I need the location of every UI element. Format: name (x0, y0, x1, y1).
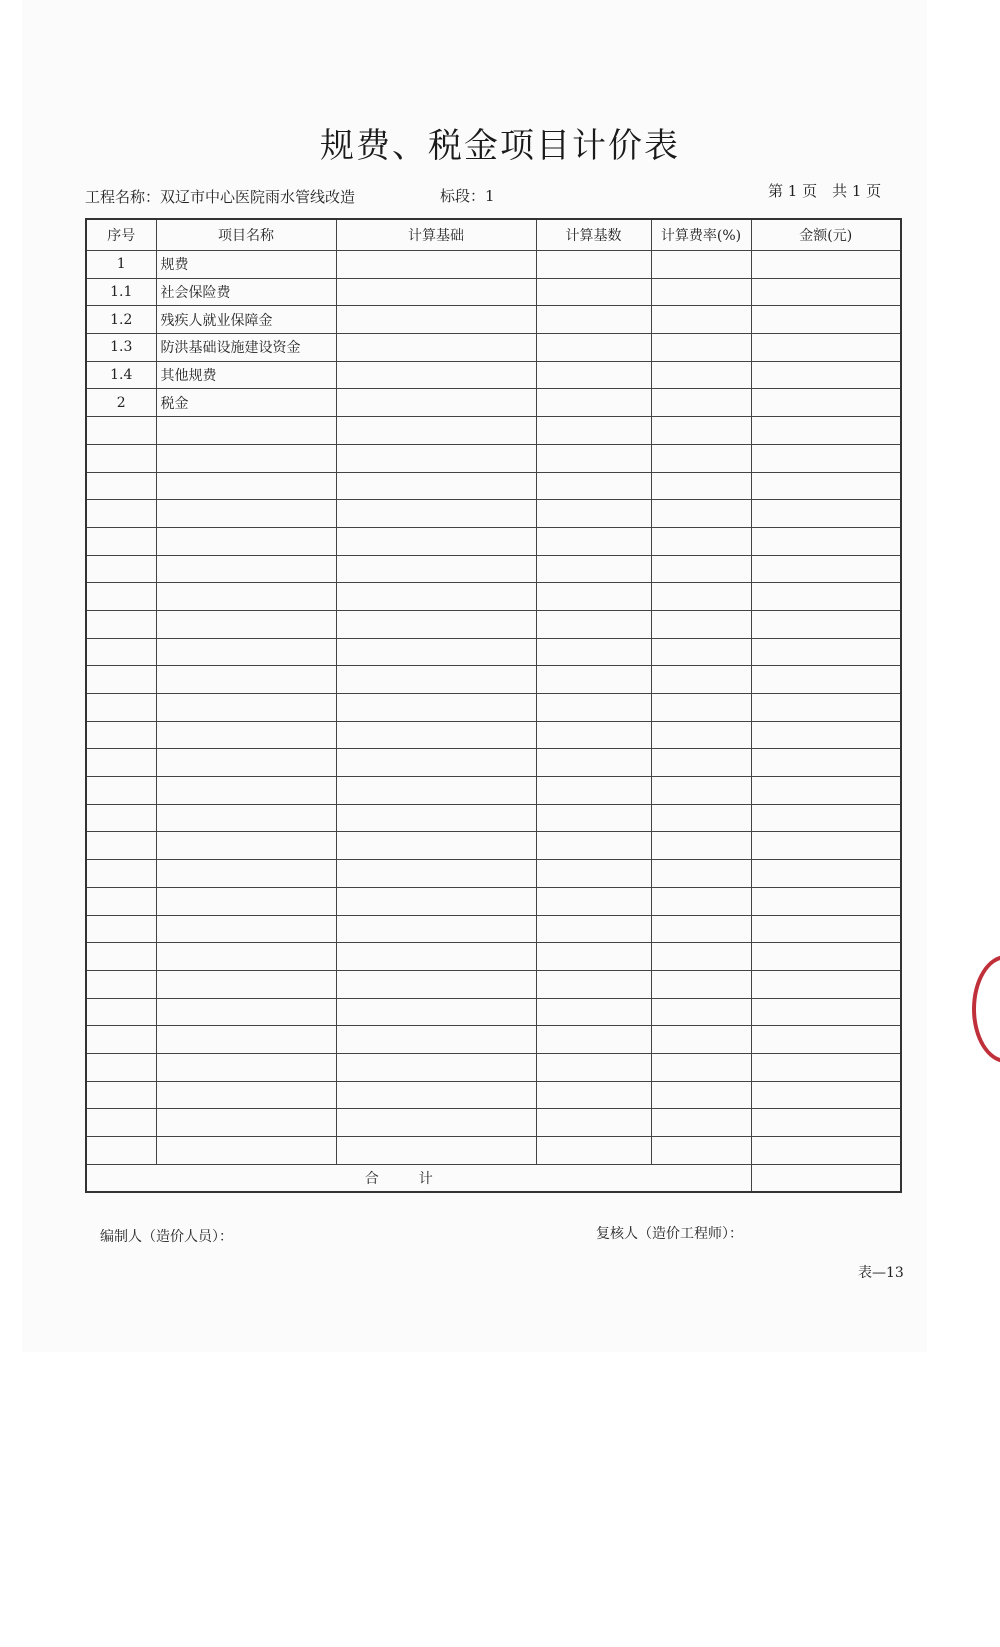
table-row (86, 500, 901, 528)
cell-item-name: 残疾人就业保障金 (156, 306, 336, 334)
page-info: 第 1 页 共 1 页 (768, 182, 882, 200)
table-row (86, 860, 901, 888)
cell-seq (86, 583, 156, 611)
cell-calc-base (536, 777, 651, 805)
document-title: 规费、税金项目计价表 (320, 126, 680, 166)
cell-calc-base (536, 583, 651, 611)
cell-calc-base (536, 527, 651, 555)
cell-rate (651, 666, 751, 694)
table-row (86, 666, 901, 694)
column-header-calc-base: 计算基数 (536, 219, 651, 251)
cell-rate (651, 943, 751, 971)
cell-calc-base (536, 555, 651, 583)
cell-amount (751, 389, 901, 417)
cell-item-name (156, 1137, 336, 1165)
cell-calc-basis (336, 721, 536, 749)
cell-calc-basis (336, 1026, 536, 1054)
cell-seq (86, 943, 156, 971)
cell-seq (86, 417, 156, 445)
cell-item-name (156, 555, 336, 583)
compiler-signature-label: 编制人（造价人员）： (100, 1229, 233, 1245)
cell-rate (651, 749, 751, 777)
cell-calc-base (536, 832, 651, 860)
cell-item-name (156, 998, 336, 1026)
fee-tax-table (85, 218, 902, 1193)
table-row (86, 804, 901, 832)
cell-seq (86, 610, 156, 638)
cell-item-name (156, 444, 336, 472)
cell-calc-basis (336, 777, 536, 805)
table-row (86, 472, 901, 500)
cell-calc-base (536, 334, 651, 362)
cell-calc-base (536, 970, 651, 998)
cell-seq (86, 1081, 156, 1109)
cell-calc-base (536, 361, 651, 389)
cell-calc-base (536, 860, 651, 888)
column-header-calc-basis: 计算基础 (336, 219, 536, 251)
cell-rate (651, 527, 751, 555)
cell-calc-basis (336, 943, 536, 971)
table-row (86, 915, 901, 943)
cell-amount (751, 832, 901, 860)
cell-item-name (156, 860, 336, 888)
cell-item-name (156, 1109, 336, 1137)
table-row (86, 527, 901, 555)
cell-rate (651, 306, 751, 334)
cell-amount (751, 417, 901, 445)
table-row (86, 278, 901, 306)
cell-calc-basis (336, 638, 536, 666)
table-row (86, 1026, 901, 1054)
table-row (86, 970, 901, 998)
cell-seq (86, 777, 156, 805)
cell-calc-base (536, 998, 651, 1026)
cell-calc-basis (336, 666, 536, 694)
cell-calc-basis (336, 278, 536, 306)
cell-amount (751, 998, 901, 1026)
cell-item-name (156, 721, 336, 749)
cell-calc-base (536, 804, 651, 832)
column-header-amount: 金额(元) (751, 219, 901, 251)
cell-rate (651, 694, 751, 722)
cell-calc-basis (336, 1081, 536, 1109)
cell-calc-basis (336, 804, 536, 832)
cell-seq (86, 555, 156, 583)
cell-calc-base (536, 915, 651, 943)
cell-amount (751, 251, 901, 279)
cell-calc-basis (336, 1053, 536, 1081)
cell-calc-basis (336, 527, 536, 555)
cell-amount (751, 1081, 901, 1109)
cell-rate (651, 1109, 751, 1137)
table-row (86, 251, 901, 279)
cell-rate (651, 555, 751, 583)
cell-rate (651, 970, 751, 998)
cell-calc-basis (336, 334, 536, 362)
table-row (86, 610, 901, 638)
cell-amount (751, 334, 901, 362)
cell-seq (86, 860, 156, 888)
cell-rate (651, 610, 751, 638)
cell-item-name (156, 638, 336, 666)
table-body (86, 251, 901, 1165)
table-row (86, 832, 901, 860)
section-label: 标段：1 (440, 187, 495, 205)
cell-calc-base (536, 749, 651, 777)
cell-amount (751, 970, 901, 998)
cell-seq (86, 694, 156, 722)
cell-calc-base (536, 417, 651, 445)
cell-rate (651, 1081, 751, 1109)
cell-calc-basis (336, 915, 536, 943)
cell-seq (86, 666, 156, 694)
cell-amount (751, 804, 901, 832)
cell-seq (86, 915, 156, 943)
cell-calc-basis (336, 749, 536, 777)
cell-seq: 1.4 (86, 361, 156, 389)
cell-item-name (156, 500, 336, 528)
cell-seq (86, 527, 156, 555)
cell-item-name (156, 1026, 336, 1054)
table-row (86, 749, 901, 777)
reviewer-signature-label: 复核人（造价工程师）： (596, 1226, 743, 1242)
cell-rate (651, 417, 751, 445)
cell-rate (651, 444, 751, 472)
cell-rate (651, 832, 751, 860)
cell-calc-basis (336, 361, 536, 389)
column-header-item-name: 项目名称 (156, 219, 336, 251)
cell-seq (86, 970, 156, 998)
table-row (86, 389, 901, 417)
table-row (86, 583, 901, 611)
table-row (86, 694, 901, 722)
cell-calc-basis (336, 444, 536, 472)
cell-amount (751, 887, 901, 915)
cell-rate (651, 721, 751, 749)
cell-calc-base (536, 444, 651, 472)
column-header-rate: 计算费率(%) (651, 219, 751, 251)
cell-amount (751, 610, 901, 638)
cell-amount (751, 1109, 901, 1137)
cell-amount (751, 527, 901, 555)
cell-item-name (156, 970, 336, 998)
form-number: 表—13 (858, 1265, 904, 1281)
cell-calc-base (536, 472, 651, 500)
cell-rate (651, 1137, 751, 1165)
cell-amount (751, 1026, 901, 1054)
cell-rate (651, 334, 751, 362)
table-row (86, 1109, 901, 1137)
cell-item-name (156, 915, 336, 943)
cell-rate (651, 638, 751, 666)
cell-rate (651, 777, 751, 805)
cell-calc-base (536, 278, 651, 306)
cell-item-name (156, 1053, 336, 1081)
table-row (86, 1053, 901, 1081)
cell-amount (751, 666, 901, 694)
cell-calc-base (536, 887, 651, 915)
cell-item-name (156, 943, 336, 971)
cell-calc-base (536, 306, 651, 334)
cell-rate (651, 500, 751, 528)
cell-amount (751, 472, 901, 500)
cell-amount (751, 361, 901, 389)
table-row (86, 1137, 901, 1165)
cell-item-name (156, 666, 336, 694)
cell-rate (651, 860, 751, 888)
cell-rate (651, 278, 751, 306)
cell-amount (751, 943, 901, 971)
cell-seq (86, 749, 156, 777)
cell-item-name: 规费 (156, 251, 336, 279)
cell-amount (751, 749, 901, 777)
cell-calc-basis (336, 251, 536, 279)
cell-seq (86, 832, 156, 860)
cell-calc-basis (336, 860, 536, 888)
cell-rate (651, 998, 751, 1026)
column-header-seq: 序号 (86, 219, 156, 251)
cell-item-name: 社会保险费 (156, 278, 336, 306)
table-row (86, 998, 901, 1026)
cell-amount (751, 721, 901, 749)
table-row (86, 777, 901, 805)
cell-calc-base (536, 666, 651, 694)
cell-calc-base (536, 638, 651, 666)
cell-rate (651, 804, 751, 832)
cell-calc-basis (336, 417, 536, 445)
table-row (86, 306, 901, 334)
cell-rate (651, 1053, 751, 1081)
cell-item-name (156, 610, 336, 638)
cell-item-name (156, 887, 336, 915)
table-row (86, 417, 901, 445)
table-row (86, 721, 901, 749)
table-row (86, 334, 901, 362)
cell-rate (651, 583, 751, 611)
cell-seq (86, 1026, 156, 1054)
table-row (86, 943, 901, 971)
cell-item-name (156, 694, 336, 722)
cell-rate (651, 389, 751, 417)
cell-rate (651, 915, 751, 943)
cell-amount (751, 915, 901, 943)
table-row (86, 361, 901, 389)
cell-calc-base (536, 500, 651, 528)
cell-amount (751, 1137, 901, 1165)
table-row (86, 887, 901, 915)
cell-item-name: 税金 (156, 389, 336, 417)
cell-seq (86, 887, 156, 915)
cell-seq: 1 (86, 251, 156, 279)
cell-calc-base (536, 943, 651, 971)
cell-seq (86, 1109, 156, 1137)
cell-calc-base (536, 1053, 651, 1081)
cell-calc-basis (336, 306, 536, 334)
table-row (86, 1081, 901, 1109)
total-amount-cell (751, 1164, 901, 1192)
cell-item-name (156, 749, 336, 777)
cell-calc-basis (336, 998, 536, 1026)
cell-calc-basis (336, 472, 536, 500)
cell-item-name (156, 1081, 336, 1109)
cell-calc-basis (336, 583, 536, 611)
cell-seq (86, 638, 156, 666)
cell-amount (751, 500, 901, 528)
cell-item-name (156, 472, 336, 500)
cell-calc-basis (336, 555, 536, 583)
cell-rate (651, 361, 751, 389)
cell-rate (651, 887, 751, 915)
cell-item-name (156, 832, 336, 860)
cell-calc-basis (336, 970, 536, 998)
cell-seq: 2 (86, 389, 156, 417)
total-row (86, 1164, 901, 1192)
cell-calc-base (536, 389, 651, 417)
cell-calc-basis (336, 1137, 536, 1165)
cell-calc-base (536, 721, 651, 749)
cell-amount (751, 638, 901, 666)
cell-calc-base (536, 694, 651, 722)
cell-seq (86, 804, 156, 832)
cell-amount (751, 278, 901, 306)
cell-rate (651, 251, 751, 279)
cell-item-name (156, 527, 336, 555)
cell-seq (86, 444, 156, 472)
cell-calc-basis (336, 694, 536, 722)
cell-seq: 1.2 (86, 306, 156, 334)
cell-seq (86, 998, 156, 1026)
cell-calc-base (536, 1026, 651, 1054)
cell-item-name (156, 583, 336, 611)
cell-amount (751, 583, 901, 611)
cell-item-name: 防洪基础设施建设资金 (156, 334, 336, 362)
cell-rate (651, 472, 751, 500)
cell-item-name: 其他规费 (156, 361, 336, 389)
cell-seq (86, 721, 156, 749)
cell-amount (751, 777, 901, 805)
total-label: 合计 (86, 1164, 751, 1192)
project-name: 工程名称：双辽市中心医院雨水管线改造 (85, 188, 356, 206)
table-row (86, 638, 901, 666)
cell-calc-basis (336, 832, 536, 860)
cell-calc-base (536, 1081, 651, 1109)
cell-amount (751, 1053, 901, 1081)
cell-calc-base (536, 251, 651, 279)
cell-calc-base (536, 1109, 651, 1137)
cell-calc-base (536, 1137, 651, 1165)
table-header-row (86, 219, 901, 251)
cell-seq: 1.3 (86, 334, 156, 362)
cell-calc-basis (336, 500, 536, 528)
cell-calc-basis (336, 610, 536, 638)
cell-amount (751, 444, 901, 472)
cell-calc-basis (336, 389, 536, 417)
cell-seq (86, 1137, 156, 1165)
cell-seq (86, 500, 156, 528)
cell-calc-base (536, 610, 651, 638)
cell-item-name (156, 417, 336, 445)
red-seal-stamp (972, 955, 1000, 1063)
table-row (86, 444, 901, 472)
cell-seq (86, 1053, 156, 1081)
cell-item-name (156, 804, 336, 832)
cell-item-name (156, 777, 336, 805)
cell-seq (86, 472, 156, 500)
cell-rate (651, 1026, 751, 1054)
cell-calc-basis (336, 887, 536, 915)
cell-seq: 1.1 (86, 278, 156, 306)
cell-calc-basis (336, 1109, 536, 1137)
table-row (86, 555, 901, 583)
cell-amount (751, 860, 901, 888)
cell-amount (751, 555, 901, 583)
cell-amount (751, 306, 901, 334)
cell-amount (751, 694, 901, 722)
